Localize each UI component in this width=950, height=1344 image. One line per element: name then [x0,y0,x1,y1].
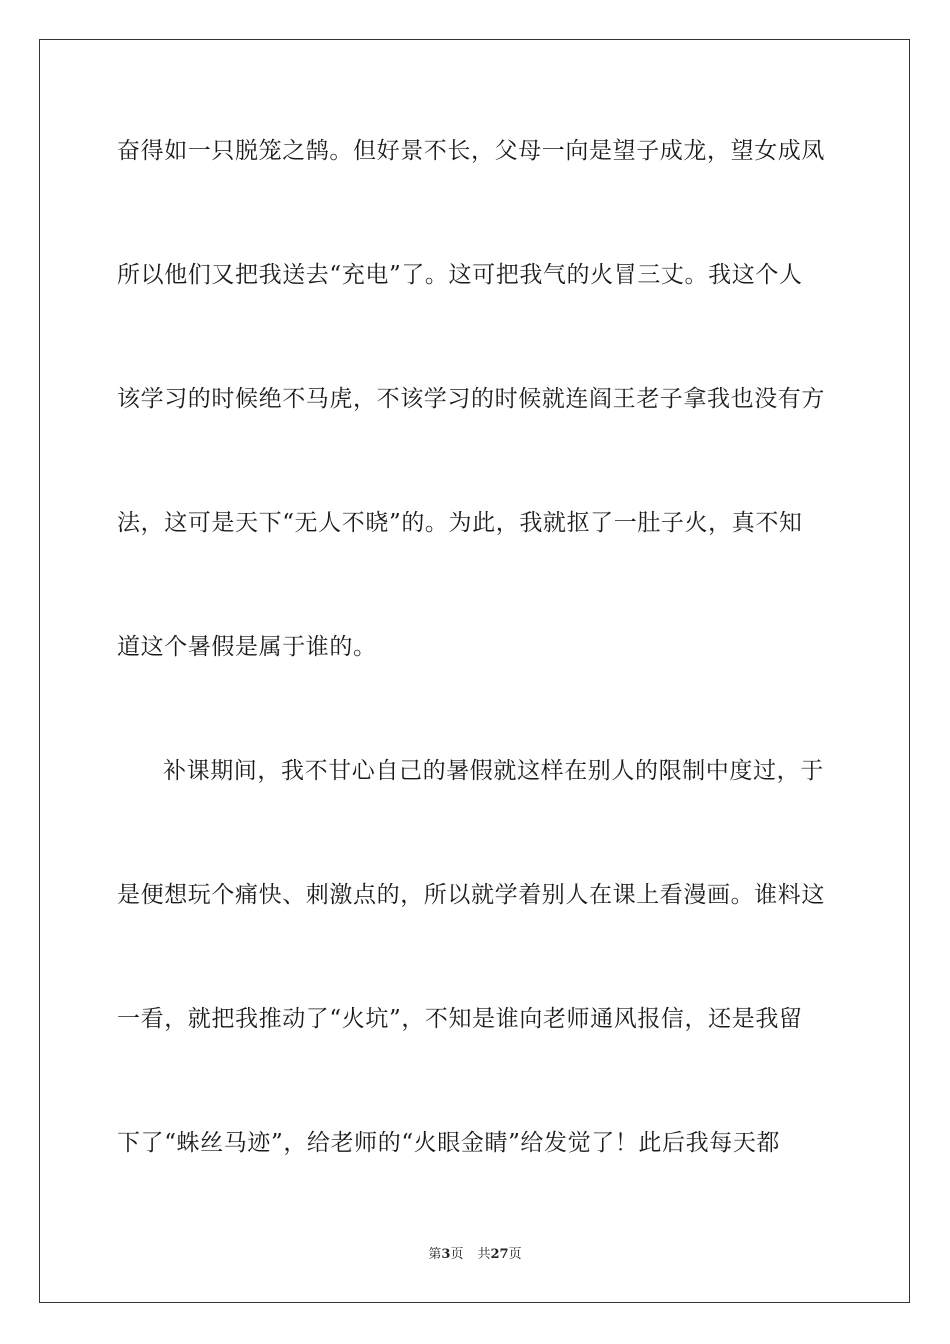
page-border [39,39,910,1303]
text-line: 一看，就把我推动了“火坑”，不知是谁向老师通风报信，还是我留 [117,1006,803,1032]
page-number: 3 [441,1247,451,1262]
total-pages: 27 [490,1247,509,1262]
page-prefix: 第 [428,1247,442,1262]
text-line: 该学习的时候绝不马虎，不该学习的时候就连阎王老子拿我也没有方 [117,386,825,412]
text-line: 是便想玩个痛快、刺激点的，所以就学着别人在课上看漫画。谁料这 [117,882,825,908]
paragraph-first-line: 补课期间，我不甘心自己的暑假就这样在别人的限制中度过，于 [163,758,824,784]
total-prefix: 共 [477,1247,491,1262]
page-suffix: 页 [450,1247,464,1262]
text-line: 道这个暑假是属于谁的。 [117,634,377,660]
text-line: 下了“蛛丝马迹”，给老师的“火眼金睛”给发觉了！此后我每天都 [117,1130,781,1156]
page-footer [0,1246,950,1264]
text-line: 奋得如一只脱笼之鹄。但好景不长，父母一向是望子成龙，望女成凤 [117,138,825,164]
text-line: 所以他们又把我送去“充电”了。这可把我气的火冒三丈。我这个人 [117,262,803,288]
text-line: 法，这可是天下“无人不晓”的。为此，我就抠了一肚子火，真不知 [117,510,803,536]
total-suffix: 页 [508,1247,522,1262]
